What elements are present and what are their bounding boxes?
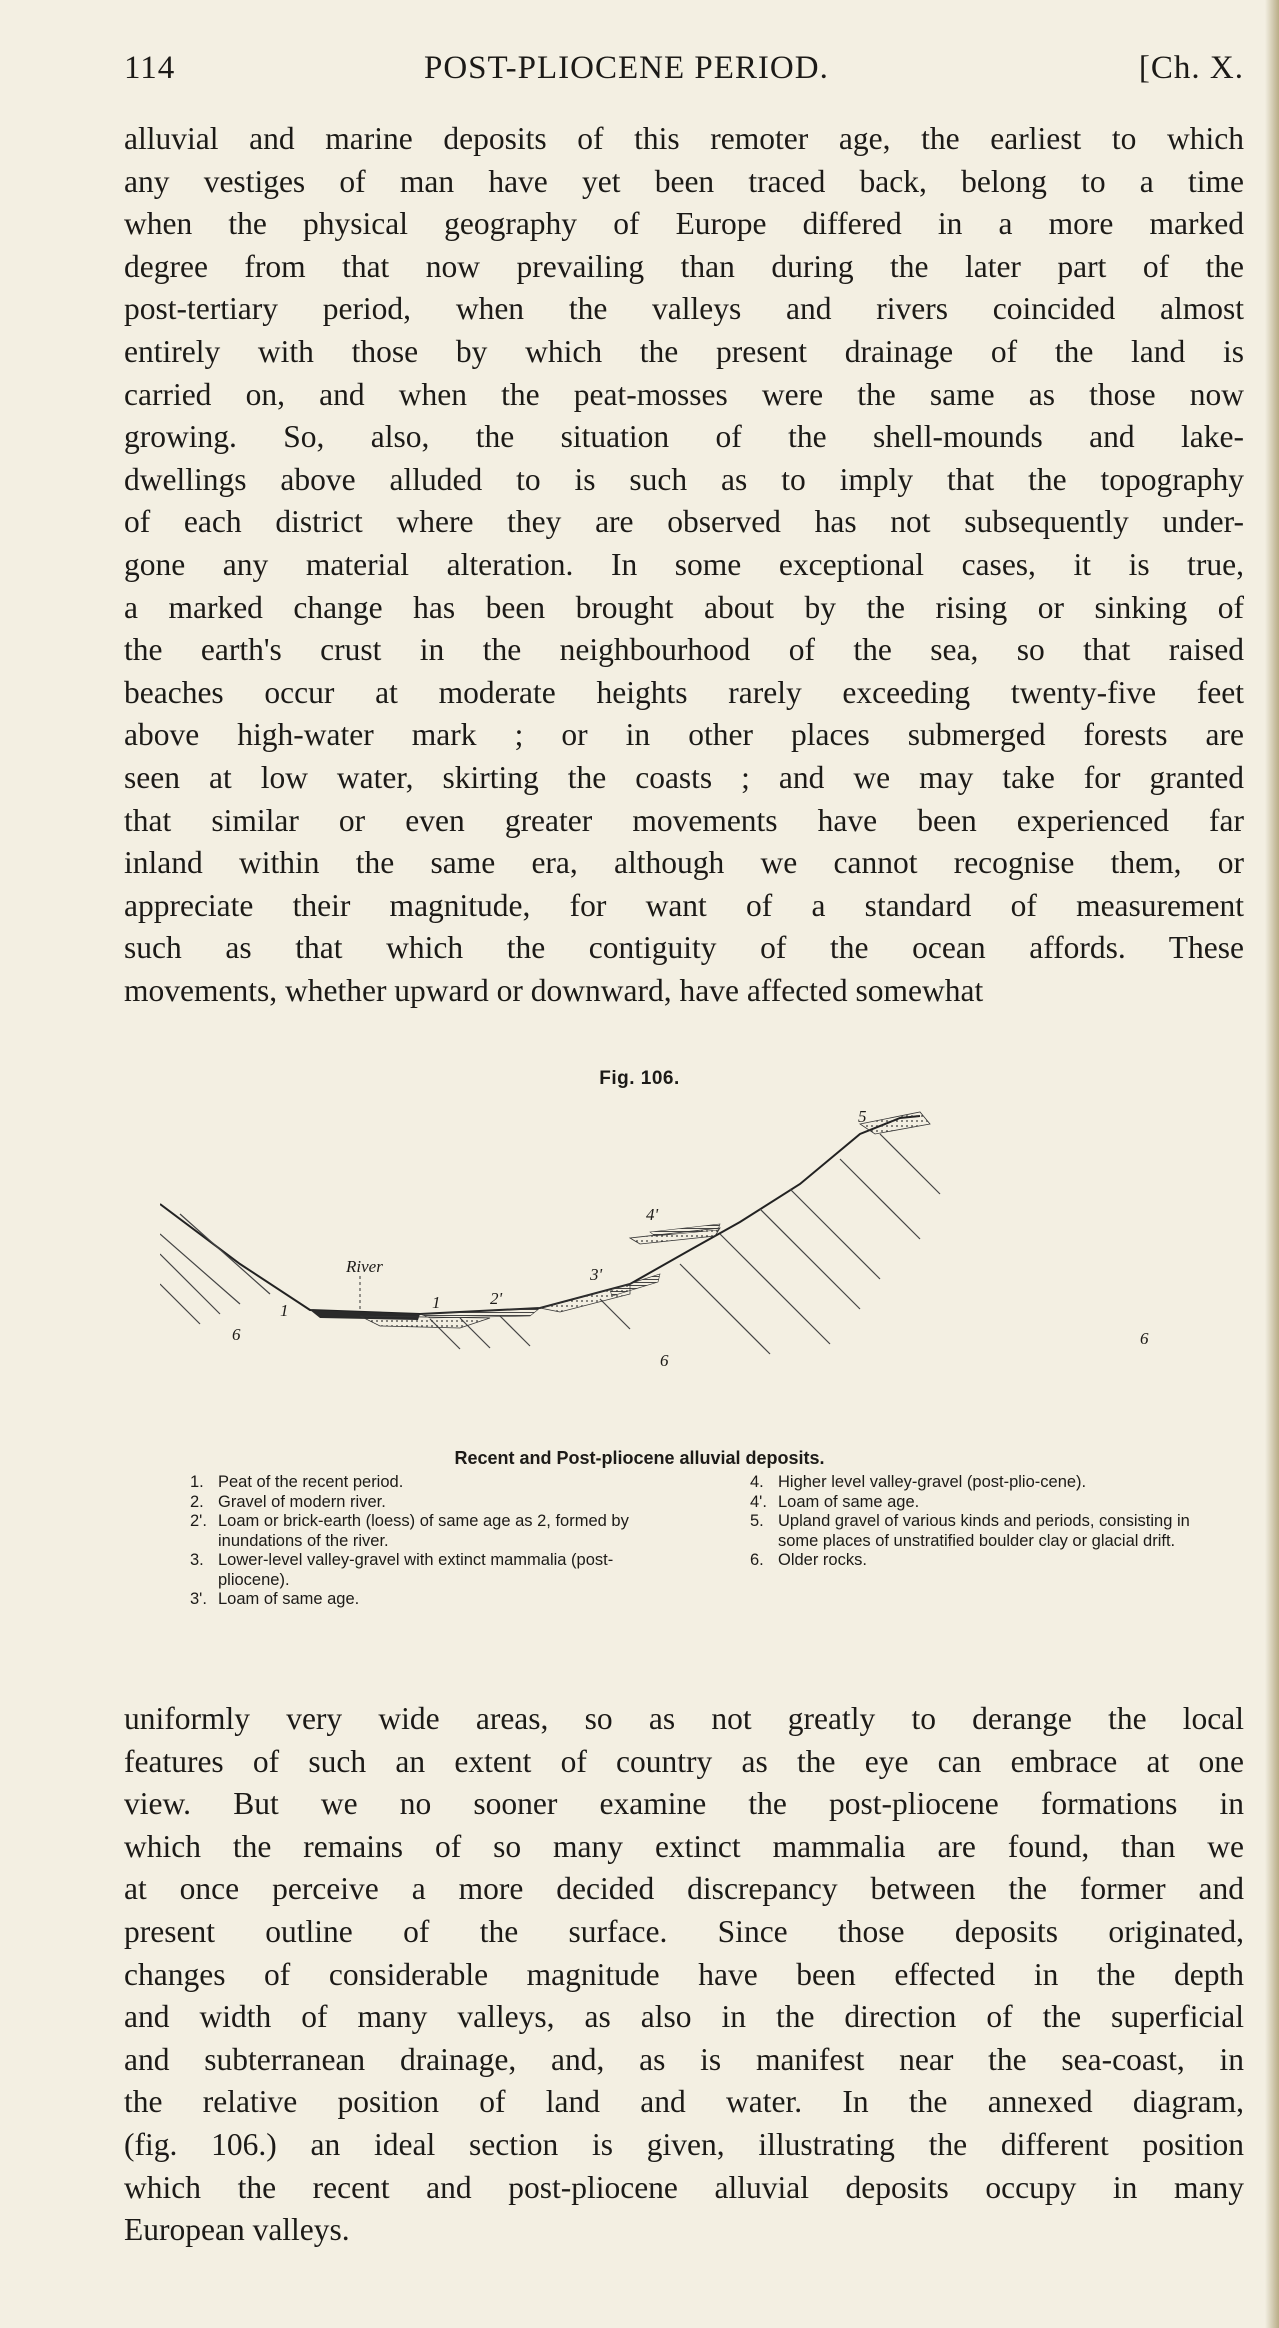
text-line: uniformly very wide areas, so as not greatly to derange the local: [124, 1701, 1244, 1736]
text-line: that similar or even greater movements have been experienced far: [124, 802, 1244, 838]
legend-item: [190, 1473, 660, 1493]
text-line: view. But we no sooner examine the post-pliocene formations in: [124, 1786, 1244, 1822]
text-line: the earth's crust in the neighbourhood of the sea, so that raised: [124, 632, 1244, 668]
loam-3p: [610, 1274, 660, 1296]
text-line: growing. So, also, the situation of the shell-mounds and lake-: [124, 419, 1244, 455]
text-line: inland within the same era, although we cannot recognise them, or: [124, 845, 1244, 881]
body-text-bottom: [124, 1698, 1244, 2252]
valley-section-diagram: [160, 1104, 1240, 1434]
text-line: at once perceive a more decided discrepancy between the former and: [124, 1871, 1244, 1907]
river-gravel: [360, 1316, 490, 1328]
legend-item: [750, 1493, 1220, 1513]
legend-text: Peat of the recent period.: [218, 1473, 404, 1491]
upland-gravel-5: [860, 1112, 930, 1134]
legend-key: 2'.: [190, 1512, 207, 1530]
legend-key: 2.: [190, 1492, 204, 1511]
text-line: which the recent and post-pliocene alluvial deposits occupy in many: [124, 2169, 1244, 2205]
legend-key: 3'.: [190, 1590, 207, 1608]
legend-right-column: [750, 1473, 1220, 1571]
body-text-top: [124, 118, 1244, 1012]
legend-item: [190, 1512, 660, 1551]
text-line: a marked change has been brought about by the rising or sinking of: [124, 589, 1244, 625]
text-line: entirely with those by which the present drainage of the land is: [124, 333, 1244, 369]
running-title: POST-PLIOCENE PERIOD.: [424, 50, 829, 86]
legend-key: 6.: [750, 1551, 764, 1569]
page-spine-shadow: [1265, 0, 1279, 2328]
legend-item: [750, 1473, 1220, 1493]
legend-key: 5.: [750, 1512, 764, 1530]
chapter-marker: [Ch. X.: [1138, 50, 1244, 86]
label-6c: 6: [1140, 1329, 1149, 1348]
running-header: [124, 50, 1244, 90]
legend-text: Older rocks.: [778, 1551, 867, 1569]
legend-item: [190, 1493, 660, 1513]
label-5: 5: [858, 1107, 867, 1126]
text-line: the relative position of land and water. In the annexed diagram,: [124, 2084, 1244, 2120]
text-line: dwellings above alluded to is such as to imply that the topography: [124, 461, 1244, 497]
legend-text: Gravel of modern river.: [218, 1492, 386, 1511]
text-line: European valleys.: [124, 2212, 350, 2248]
section-svg: [160, 1104, 1240, 1434]
label-6a: 6: [232, 1325, 241, 1344]
text-line: present outline of the surface. Since those deposits originated,: [124, 1913, 1244, 1949]
legend-item: [190, 1590, 660, 1610]
text-line: post-tertiary period, when the valleys and rivers coincided almost: [124, 291, 1244, 327]
legend-text: Higher level valley-gravel (post-plio-cene).: [778, 1473, 1087, 1491]
label-3p: 3': [590, 1265, 603, 1284]
text-line: changes of considerable magnitude have been effected in the depth: [124, 1956, 1244, 1992]
text-line: which the remains of so many extinct mammalia are found, than we: [124, 1828, 1244, 1864]
text-line: appreciate their magnitude, for want of a standard of measurement: [124, 887, 1244, 923]
legend-key: 3.: [190, 1551, 204, 1569]
text-line: when the physical geography of Europe differed in a more marked: [124, 206, 1244, 242]
label-6b: 6: [660, 1351, 669, 1370]
legend-item: [190, 1551, 660, 1590]
legend-item: [750, 1551, 1220, 1571]
text-line: and subterranean drainage, and, as is manifest near the sea-coast, in: [124, 2041, 1244, 2077]
text-line: and width of many valleys, as also in the direction of the superficial: [124, 1999, 1244, 2035]
text-line: alluvial and marine deposits of this remoter age, the earliest to which: [124, 121, 1244, 156]
text-line: such as that which the contiguity of the ocean affords. These: [124, 930, 1244, 966]
legend-left-column: [190, 1473, 660, 1610]
text-line: beaches occur at moderate heights rarely exceeding twenty-five feet: [124, 674, 1244, 710]
legend-text: Upland gravel of various kinds and periods, consisting in some places of unstratified boulder clay or glacial drift.: [778, 1512, 1190, 1550]
text-line: movements, whether upward or downward, have affected somewhat: [124, 972, 984, 1008]
text-line: of each district where they are observed has not subsequently under-: [124, 504, 1244, 540]
text-line: seen at low water, skirting the coasts ; and we may take for granted: [124, 759, 1244, 795]
older-rocks-strata: [160, 1134, 940, 1354]
label-1b: 1: [432, 1293, 441, 1312]
legend-key: 4.: [750, 1473, 764, 1491]
legend-text: Loam of same age.: [778, 1492, 920, 1511]
text-line: gone any material alteration. In some exceptional cases, it is true,: [124, 546, 1244, 582]
ground-surface: [160, 1116, 920, 1314]
label-river: River: [346, 1257, 383, 1276]
label-4p: 4': [646, 1205, 659, 1224]
text-line: features of such an extent of country as the eye can embrace at one: [124, 1743, 1244, 1779]
legend-text: Lower-level valley-gravel with extinct mammalia (post-pliocene).: [218, 1551, 614, 1589]
legend-text: Loam of same age.: [218, 1590, 360, 1608]
text-line: any vestiges of man have yet been traced back, belong to a time: [124, 163, 1244, 199]
legend-text: Loam or brick-earth (loess) of same age as 2, formed by inundations of the river.: [218, 1512, 629, 1550]
label-2p: 2': [490, 1289, 503, 1308]
legend-key: 1.: [190, 1473, 204, 1491]
figure-label: Fig. 106.: [599, 1068, 680, 1089]
text-line: degree from that now prevailing than during the later part of the: [124, 248, 1244, 284]
figure-caption-title: Recent and Post-pliocene alluvial deposits.: [454, 1448, 825, 1468]
legend-key: 4'.: [750, 1492, 767, 1511]
text-line: carried on, and when the peat-mosses were the same as those now: [124, 376, 1244, 412]
legend-item: [750, 1512, 1220, 1551]
page-number: 114: [124, 50, 176, 86]
label-1: 1: [280, 1301, 289, 1320]
text-line: (fig. 106.) an ideal section is given, illustrating the different position: [124, 2126, 1244, 2162]
text-line: above high-water mark ; or in other places submerged forests are: [124, 717, 1244, 753]
